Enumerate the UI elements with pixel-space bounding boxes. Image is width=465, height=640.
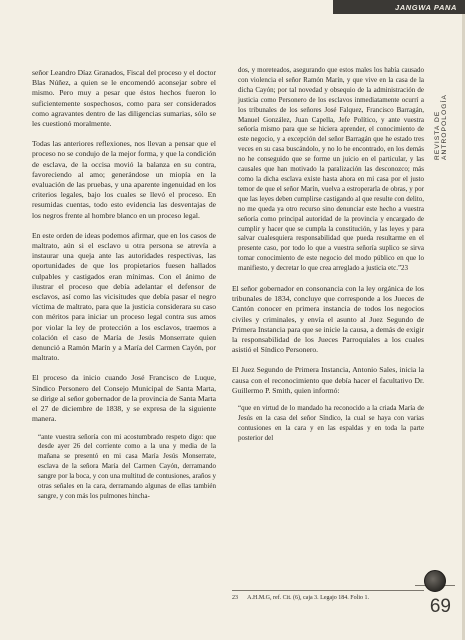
journal-header: [333, 0, 465, 14]
right-column: [232, 68, 424, 454]
left-paragraph-4: El proceso da inicio cuando José Francisco de Luque, Síndico Personero del Consejo Municipal de Santa Marta, se dirige al señor gobernador de la provincia de Santa Marta el 27 de diciembre de 1838, y se expresa de la siguiente manera.: [32, 373, 216, 424]
side-running-title: REVISTA DE ANTROPOLOGÍA: [434, 94, 448, 160]
seal-icon: [424, 570, 446, 592]
page-number: 69: [429, 596, 451, 617]
journal-title: JANGWA PANA: [394, 2, 457, 12]
right-quote-continuation: dos, y moreteados, asegurando que estos males los había causado con violencia el señor Ramón Marín, y que vive en la casa de la dicha Cayón; por tal novedad y obsequio de la administración de justicia como Personero de los esclavos inmediatamente ocurrí a los tribunales de los señores José Falquez, Francisco Barragán, Manuel González, Juan Capella, Jefe Político, y ante vuestra señoría mismo para que se hiciera aprender, el conocimiento de este negocio, y a excepción del señor Barragán que he estado tres veces en su casa buscándolo, y no lo he encontrado, en los demás no he conseguido que se forme un juicio en el particular, y las causales que han motivado la paralización las desconozco; más como la dicha esclava existe hasta ahora en mi casa por el justo temor de que el señor Marín, vuelva a estroperarla de obras, y por que las leyes deben cumplirse castigando al que resulte con delito, no me queda ya otro recurso sino denunciar este hecho a vuestra señoría como principal autoridad de la provincia y encargado de cumplir y hacer que se cumpla la constitución, y las leyes y para salvar cualesquiera responsabilidad que pueda resultarme en el presente caso, por todo lo que a vuestra señoría suplico se sirva tomar conocimiento de este negocio del modo público en que lo manifiesto, y decretar lo que crea arreglado a justicia etc.”23: [238, 66, 424, 273]
footnote-number: 23: [232, 595, 238, 601]
footnote-text: A.H.M.G, ref. Cit. (6), caja 3. Legajo 184. Folio 1.: [247, 595, 369, 601]
left-paragraph-1: señor Leandro Díaz Granados, Fiscal del proceso y el doctor Blas Núñez, a quien se le encomendó aconsejar sobre el mismo. Pero muy a pesar que éstos hechos fueron lo suficientemente sospechosos, como para ser considerados como agravantes dentro de las diligencias sumarias, sólo se les cuestionó moralmente.: [32, 68, 216, 129]
right-paragraph-3: El Juez Segundo de Primera Instancia, Antonio Sales, inicia la causa con el reconocimiento que debía hacer el facultativo Dr. Guillermo P. Smith, quien informó:: [232, 365, 424, 395]
left-column: [32, 68, 216, 512]
right-paragraph-2: El señor gobernador en consonancia con la ley orgánica de los tribunales de 1834, concluye que corresponde a los Jueces de Cantón conocer en primera instancia de todos los negocios civiles y criminales, y envía el asunto al Juez Segundo de Primera Instancia para que se inicie la causa, a demás de exigir la responsabilidad de los Jueces Parroquiales a los cuales asistió el Síndico Personero.: [232, 284, 424, 355]
left-paragraph-3: En este orden de ideas podemos afirmar, que en los casos de maltrato, aún si el esclavo u otra persona se atrevía a instaurar una queja ante las autoridades respectivas, las oportunidades de que los propietarios fuesen hallados culpables y castigados eran mínimas. Con el ánimo de ilustrar el proceso que debía adelantar el defensor de esclavos, así como las vicisitudes que debía pasar el negro víctima de maltrato, para que la justicia considerara su caso con méritos para iniciar un proceso legal contra sus amos por violar la ley de protección a los esclavos, traemos a colación el caso de María de Jesús Monserrate quien denunció a Ramón Marín y a María del Carmen Cayón, por maltrato.: [32, 230, 216, 363]
left-paragraph-2: Todas las anteriores reflexiones, nos llevan a pensar que el proceso no se condujo de la mejor forma, y que la condición de esclava, de la occisa movió la balanza en su contra, favoreciendo al amo; generándose un miopía en la evaluación de las pruebas, y una aparente ingenuidad en los criterios legales, bajo los cuales se llevó el proceso. En resumidas cuentas, todo esto evidencia las desventajas de los negros frente al hombre blanco en un proceso legal.: [32, 139, 216, 220]
footnote: [232, 590, 424, 602]
right-quote: “que en virtud de lo mandado ha reconocido a la criada María de Jesús en la casa del señor Síndico, la cual se haya con varias contusiones en la cara y en las espaldas y en toda la parte posterior del: [238, 404, 424, 442]
left-quote: “ante vuestra señoría con mi acostumbrado respeto digo: que desde ayer 26 del corriente como a la una y media de la mañana se presentó en mi casa María Jesús Monserrate, esclava de la señora María del Carmen Cayón, derramando sangre por la boca, y con una multitud de contusiones, araños y otras señales en la cara, derramando algunas de ellas también sangre, y con más los pulmones hincha-: [38, 432, 216, 500]
